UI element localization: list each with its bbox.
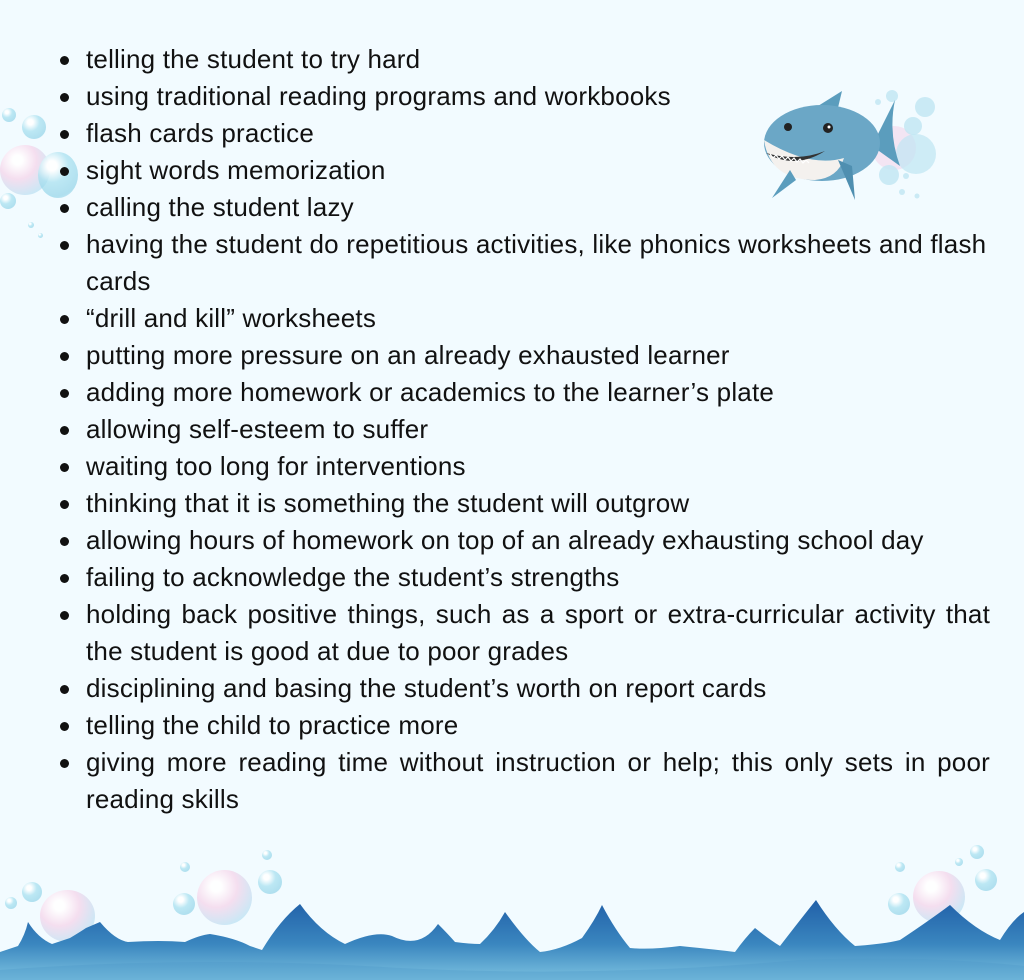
list-item: allowing hours of homework on top of an already exhausting school day bbox=[57, 522, 990, 559]
list-item: calling the student lazy bbox=[57, 189, 990, 226]
list-item: telling the student to try hard bbox=[57, 41, 990, 78]
list-item: sight words memorization bbox=[57, 152, 990, 189]
list-item: putting more pressure on an already exhausted learner bbox=[57, 337, 990, 374]
list-item: adding more homework or academics to the learner’s plate bbox=[57, 374, 990, 411]
list-item: “drill and kill” worksheets bbox=[57, 300, 990, 337]
list-item: thinking that it is something the student will outgrow bbox=[57, 485, 990, 522]
list-item: telling the child to practice more bbox=[57, 707, 990, 744]
list-item: using traditional reading programs and workbooks bbox=[57, 78, 990, 115]
bullet-list bbox=[57, 41, 990, 818]
list-item: waiting too long for interventions bbox=[57, 448, 990, 485]
list-item: allowing self-esteem to suffer bbox=[57, 411, 990, 448]
list-item: holding back positive things, such as a sport or extra-curricular activity that the student is good at due to poor grades bbox=[57, 596, 990, 670]
ocean-waves-decoration bbox=[0, 860, 1024, 980]
list-item: having the student do repetitious activities, like phonics worksheets and flash cards bbox=[57, 226, 990, 300]
list-item: giving more reading time without instruction or help; this only sets in poor reading skills bbox=[57, 744, 990, 818]
list-item: disciplining and basing the student’s worth on report cards bbox=[57, 670, 990, 707]
list-item: failing to acknowledge the student’s strengths bbox=[57, 559, 990, 596]
list-item: flash cards practice bbox=[57, 115, 990, 152]
